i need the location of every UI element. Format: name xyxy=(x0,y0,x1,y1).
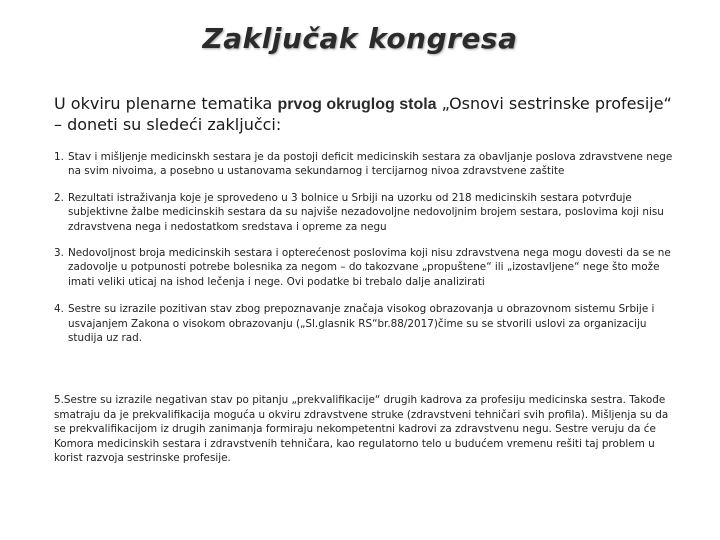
intro-paragraph xyxy=(54,94,674,135)
list-item-text: Rezultati istraživanja koje je sprovedeno u 3 bolnice u Srbiji na uzorku od 218 medicinskih sestara potvrđuje subjektivne žalbe medicinskih sestara da su najviše nezadovoljne nedovoljnim brojem sestara, poslovima koji nisu zdravstvena nega i nedostatkom sredstava i opreme za negu xyxy=(68,191,664,233)
list-item-number: 2. xyxy=(54,191,64,204)
conclusion-paragraph-5: 5.Sestre su izrazile negativan stav po pitanju „prekvalifikacije“ drugih kadrova za profesiju medicinska sestra. Takođe smatraju da je prekvalifikacija moguća u okviru zdravstvene struke (zdravstveni tehničari svih profila). Mišljenja su da se prekvalifikacijom iz drugih zanimanja formiraju nekompetentni kadrovi za zdravstvenu negu. Sestre veruju da će Komora medicinskih sestara i zdravstvenih tehničara, kao regulatorno telo u budućem vremenu rešiti taj problem u korist razvoja sestrinske profesije. xyxy=(54,394,669,465)
list-item xyxy=(54,150,674,179)
intro-highlight: prvog okruglog stola xyxy=(277,96,437,113)
list-item-text: Nedovoljnost broja medicinskih sestara i opterećenost poslovima koji nisu zdravstvena nega mogu dovesti da se ne zadovolje u potpunosti potrebe bolesnika za negom – do takozvane „propuštene“ ili „izostavljene“ nege što može imati veliki uticaj na ishod lečenja i nege. Ovi podatke bi trebalo dalje analizirati xyxy=(68,247,671,288)
list-item-number: 4. xyxy=(54,303,64,316)
intro-text-after: „Osnovi sestrinske profesije“ – doneti su sledeći zaključci: xyxy=(54,94,672,134)
list-item xyxy=(54,191,674,234)
list-item-text: Stav i mišljenje medicinskh sestara je da postoji deficit medicinskih sestara za obavljanje poslova zdravstvene nege na svim nivoima, a posebno u ustanovama sekundarnog i tercijarnog nivoa zdravstvene zaštite xyxy=(68,151,673,178)
list-item xyxy=(54,302,674,345)
list-item-number: 1. xyxy=(54,151,64,163)
list-item-text: Sestre su izrazile pozitivan stav zbog prepoznavanje značaja visokog obrazovanja u obrazovnom sistemu Srbije i usvajanjem Zakona o visokom obrazovanju („Sl.glasnik RS“br.88/2017)čime su se stvorili uslovi za organizaciju studija uz rad. xyxy=(68,303,655,345)
list-item-number: 3. xyxy=(54,247,64,260)
conclusions-list xyxy=(54,150,674,345)
slide-title: Zaključak kongresa xyxy=(202,22,518,55)
list-item xyxy=(54,246,674,289)
intro-text-before: U okviru plenarne tematika xyxy=(54,94,278,113)
